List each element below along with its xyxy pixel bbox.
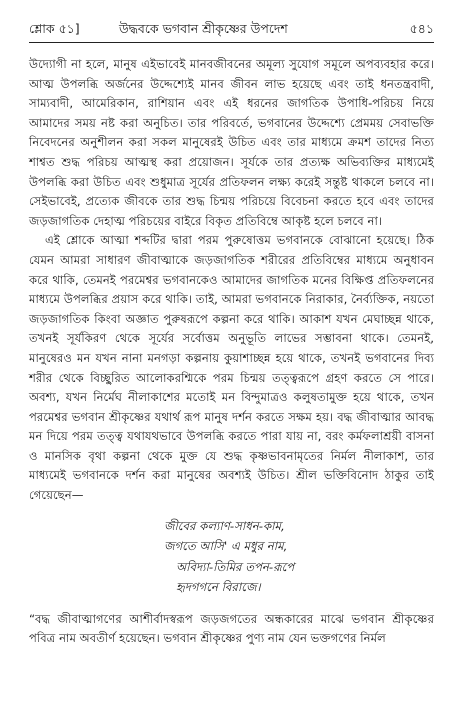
page-header — [29, 18, 434, 43]
song-verse — [164, 516, 434, 598]
purport-body — [29, 55, 434, 649]
paragraph: উদ্যোগী না হলে, মানুষ এইভাবেই মানবজীবনের অমূল্য সুযোগ সমূলে অপব্যবহার করে। আত্ম উপলব্ধি অর্জনের উদ্দেশ্যেই মানব জীবন লাভ হয়েছে এবং তাই ধনতন্ত্রবাদী, সাম্যবাদী, আমেরিকান, রাশিয়ান এবং এই ধরনের জাগতিক উপাধি-পরিচয় নিয়ে আমাদের সময় নষ্ট করা অনুচিত। তার পরিবর্তে, ভগবানের উদ্দেশ্যে প্রেমময় সেবাভক্তি নিবেদনের অনুশীলন করা সকল মানুষেরই উচিত এবং তার মাধ্যমে ক্রমশ তাদের নিত্য শাশ্বত শুদ্ধ পরিচয় আত্মস্থ করা প্রয়োজন। সূর্যকে তার প্রত্যক্ষ অভিব্যক্তির মাধ্যমেই উপলব্ধি করা উচিত এবং শুধুমাত্র সূর্যের প্রতিফলন লক্ষ্য করেই সন্তুষ্ট থাকলে চলবে না। সেইভাবেই, প্রত্যেক জীবকে তার শুদ্ধ চিন্ময় পরিচয়ে বিবেচনা করতে হবে এবং তাদের জড়জাগতিক দেহাত্ম পরিচয়ের বাইরে বিকৃত প্রতিবিম্বে আকৃষ্ট হলে চলবে না। — [29, 57, 434, 228]
page-number: ৫৪১ — [409, 21, 434, 36]
verse-line: জীবের কল্যাণ-সাধন-কাম, — [164, 518, 285, 533]
verse-line: জগতে আসি' এ মধুর নাম, — [164, 539, 288, 554]
verse-line: হৃদগগনে বিরাজে। — [176, 580, 261, 595]
chapter-title: উদ্ধবকে ভগবান শ্রীকৃষ্ণের উপদেশ — [119, 21, 288, 36]
translation-quote: “বদ্ধ জীবাত্মাগণের আশীর্বাদস্বরূপ জড়জগতের অন্ধকারের মাঝে ভগবান শ্রীকৃষ্ণের পবিত্র নাম অবতীর্ণ হয়েছেন। ভগবান শ্রীকৃষ্ণের পুণ্য নাম যেন ভক্তগণের নির্মল — [29, 611, 434, 646]
verse-reference: শ্লোক ৫১] — [29, 21, 80, 36]
verse-line: অবিদ্যা-তিমির তপন-রূপে — [176, 559, 295, 574]
paragraph: এই শ্লোকে আত্মা শব্দটির দ্বারা পরম পুরুষোত্তম ভগবানকে বোঝানো হয়েছে। ঠিক যেমন আমরা সাধারণ জীবাত্মাকে জড়জাগতিক শরীরের প্রতিবিম্বের মাধ্যমে অনুধাবন করে থাকি, তেমনই পরমেশ্বর ভগবানকেও আমাদের জাগতিক মনের বিক্ষিপ্ত প্রতিফলনের মাধ্যমে উপলব্ধির প্রয়াস করে থাকি। তাই, আমরা ভগবানকে নিরাকার, নৈর্ব্যক্তিক, নয়তো জড়জাগতিক কিংবা অজ্ঞাত পুরুষরূপে কল্পনা করে থাকি। আকাশ যখন মেঘাচ্ছন্ন থাকে, তখনই সূর্যকিরণ থেকে সূর্যের সর্বোত্তম অনুভূতি লাভের সম্ভাবনা থাকে। তেমনই, মানুষেরও মন যখন নানা মনগড়া কল্পনায় কুয়াশাচ্ছন্ন হয়ে থাকে, তখনই ভগবানের দিব্য শরীর থেকে বিচ্ছুরিত আলোকরশ্মিকে পরম চিন্ময় তত্ত্বরূপে গ্রহণ করতে সে পারে। অবশ্য, যখন নির্মেঘ নীলাকাশের মতোই মন বিন্দুমাত্রও কলুষতামুক্ত হয়ে থাকে, তখন পরমেশ্বর ভগবান শ্রীকৃষ্ণের যথার্থ রূপ মানুষ দর্শন করতে সক্ষম হয়। বদ্ধ জীবাত্মার আবদ্ধ মন দিয়ে পরম তত্ত্ব যথাযথভাবে উপলব্ধি করতে পারা যায় না, বরং কর্মফলাশ্রয়ী বাসনা ও মানসিক বৃথা কল্পনা থেকে মুক্ত যে শুদ্ধ কৃষ্ণভাবনামৃতের নির্মল নীলাকাশ, তার মাধ্যমেই ভগবানকে দর্শন করা মানুষের অবশ্যই উচিত। শ্রীল ভক্তিবিনোদ ঠাকুর তাই গেয়েছেন— — [29, 233, 434, 503]
